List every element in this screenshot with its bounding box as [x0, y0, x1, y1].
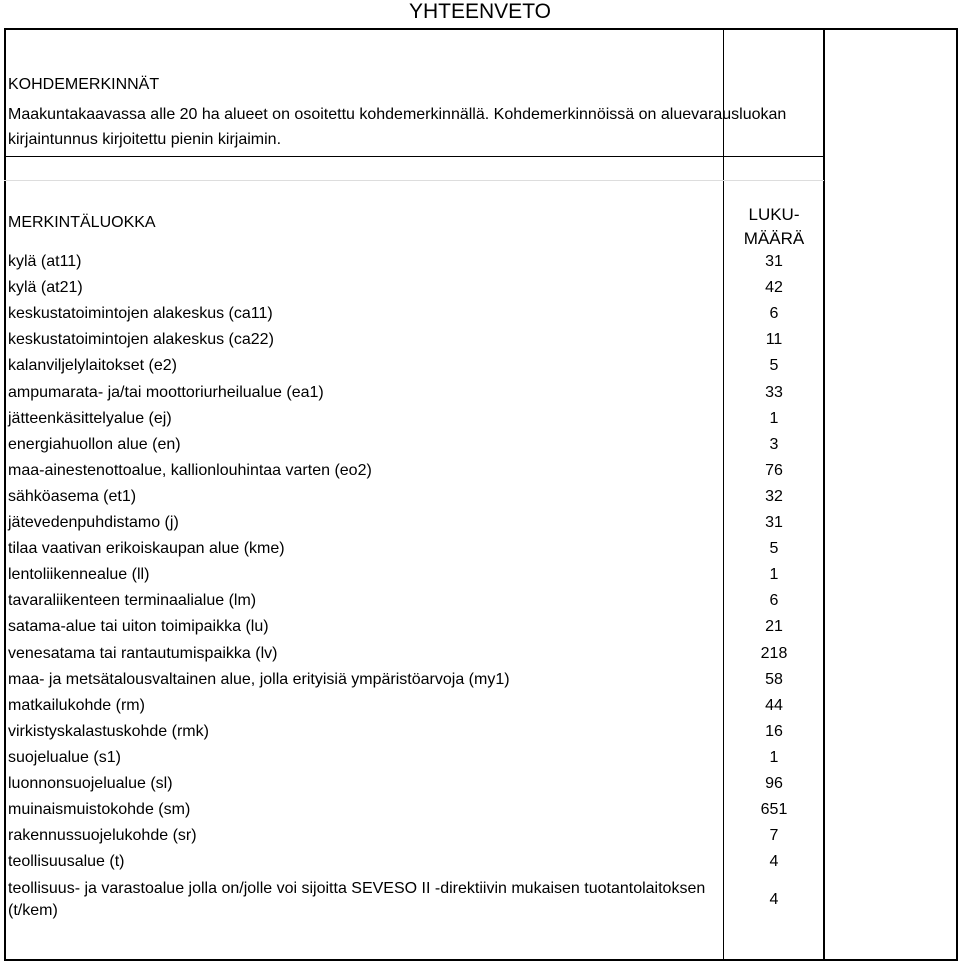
row-count: 4 — [769, 891, 779, 908]
row-count: 6 — [769, 592, 779, 609]
row-label: keskustatoimintojen alakeskus (ca11) — [8, 305, 273, 322]
row-count: 218 — [760, 645, 788, 662]
table-row — [0, 537, 824, 563]
row-count: 58 — [765, 671, 783, 688]
row-label: muinaismuistokohde (sm) — [8, 801, 191, 818]
row-count: 31 — [765, 253, 783, 270]
table-row — [0, 668, 824, 694]
table-row — [0, 354, 824, 380]
header-gap-separator — [4, 180, 824, 181]
row-label: sähköasema (et1) — [8, 488, 137, 505]
row-count: 21 — [765, 618, 783, 635]
row-label: kylä (at11) — [8, 253, 82, 270]
table-row — [0, 876, 824, 928]
table-row — [0, 276, 824, 302]
column-header-count-line-2: MÄÄRÄ — [743, 229, 805, 248]
column-header-label: MERKINTÄLUOKKA — [8, 214, 156, 231]
row-label: kylä (at21) — [8, 279, 83, 296]
row-label: virkistyskalastuskohde (rmk) — [8, 723, 209, 740]
table-row — [0, 824, 824, 850]
row-label: teollisuus- ja varastoalue jolla on/jolle voi sijoitta SEVESO II -direktiivin mukaisen tuotantolaitoksen (t/kem) — [8, 880, 706, 919]
row-label: energiahuollon alue (en) — [8, 436, 181, 453]
row-label: ampumarata- ja/tai moottoriurheilualue (ea1) — [8, 384, 324, 401]
row-count: 31 — [765, 514, 783, 531]
row-label: suojelualue (s1) — [8, 749, 121, 766]
table-row — [0, 589, 824, 615]
page-title: YHTEENVETO — [409, 0, 551, 23]
column-header-count-line-1: LUKU- — [748, 205, 800, 224]
row-count: 651 — [760, 801, 788, 818]
table-row — [0, 433, 824, 459]
table-row — [0, 615, 824, 641]
row-count: 33 — [765, 384, 783, 401]
row-count: 5 — [769, 357, 779, 374]
intro-heading: KOHDEMERKINNÄT — [8, 76, 160, 93]
row-count: 32 — [765, 488, 783, 505]
table-row — [0, 772, 824, 798]
row-count: 96 — [765, 775, 783, 792]
row-count: 42 — [765, 279, 783, 296]
table-row — [0, 302, 824, 328]
table-row — [0, 850, 824, 876]
value-column-divider — [723, 28, 724, 156]
row-count: 44 — [765, 697, 783, 714]
table-row — [0, 381, 824, 407]
row-label: rakennussuojelukohde (sr) — [8, 827, 197, 844]
table-row — [0, 642, 824, 668]
table-row — [0, 328, 824, 354]
row-count: 16 — [765, 723, 783, 740]
row-count: 1 — [769, 566, 779, 583]
row-count: 7 — [769, 827, 779, 844]
row-count: 1 — [769, 749, 779, 766]
table-row — [0, 407, 824, 433]
row-label: tilaa vaativan erikoiskaupan alue (kme) — [8, 540, 285, 557]
table-row — [0, 720, 824, 746]
row-label: jätevedenpuhdistamo (j) — [8, 514, 179, 531]
table-row — [0, 459, 824, 485]
intro-text-line-1: Maakuntakaavassa alle 20 ha alueet on osoitettu kohdemerkinnällä. Kohdemerkinnöissä on aluevarausluokan — [8, 106, 787, 123]
table-row — [0, 798, 824, 824]
row-count: 1 — [769, 410, 779, 427]
table-row — [0, 694, 824, 720]
table-row — [0, 563, 824, 589]
row-label: kalanviljelylaitokset (e2) — [8, 357, 177, 374]
row-label: teollisuusalue (t) — [8, 853, 125, 870]
table-row — [0, 746, 824, 772]
row-count: 3 — [769, 436, 779, 453]
table-row — [0, 511, 824, 537]
row-label: maa- ja metsätalousvaltainen alue, jolla erityisiä ympäristöarvoja (my1) — [8, 671, 510, 688]
row-count: 6 — [769, 305, 779, 322]
intro-text-line-2: kirjaintunnus kirjoitettu pienin kirjaimin. — [8, 131, 282, 148]
row-label: maa-ainestenottoalue, kallionlouhintaa varten (eo2) — [8, 462, 372, 479]
row-label: tavaraliikenteen terminaalialue (lm) — [8, 592, 257, 609]
row-count: 5 — [769, 540, 779, 557]
intro-separator — [4, 156, 824, 157]
row-count: 11 — [765, 331, 783, 348]
row-label: jätteenkäsittelyalue (ej) — [8, 410, 172, 427]
table-row — [0, 250, 824, 276]
row-count: 76 — [765, 462, 783, 479]
row-label: satama-alue tai uiton toimipaikka (lu) — [8, 618, 269, 635]
row-label: matkailukohde (rm) — [8, 697, 145, 714]
column-header-count — [724, 203, 824, 251]
row-count: 4 — [769, 853, 779, 870]
row-label: venesatama tai rantautumispaikka (lv) — [8, 645, 278, 662]
row-label: keskustatoimintojen alakeskus (ca22) — [8, 331, 274, 348]
row-label: luonnonsuojelualue (sl) — [8, 775, 173, 792]
table-row — [0, 485, 824, 511]
row-label: lentoliikennealue (ll) — [8, 566, 150, 583]
